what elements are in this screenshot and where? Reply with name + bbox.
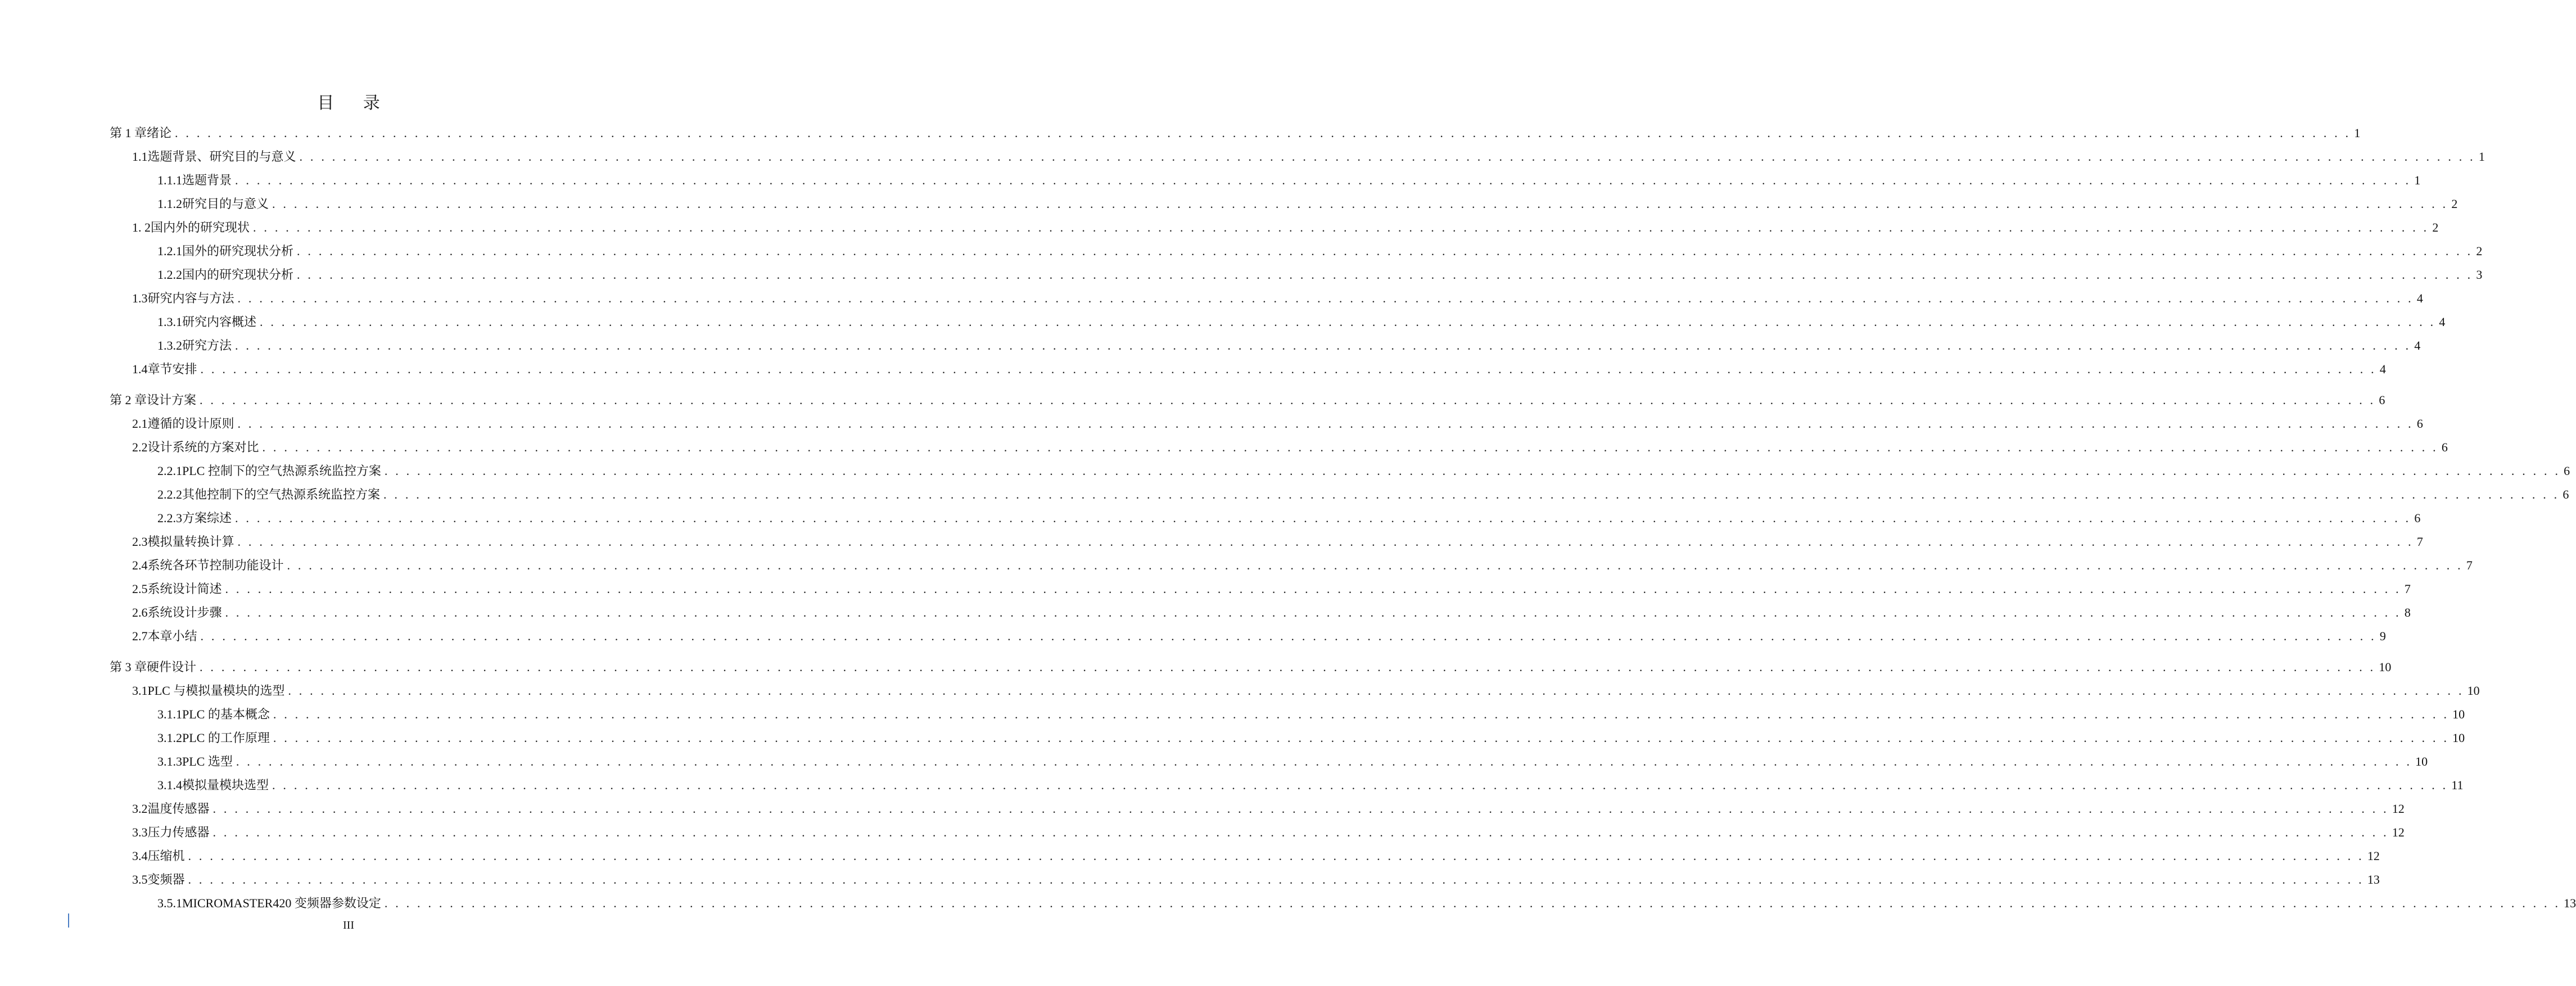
- toc-dot-leader: . . . . . . . . . . . . . . . . . . . . . . . . . . . . . . . . . . . . . . . . . . . . . . . . . . . . . . . . . . . . . . . . . . . . . . . . . . . . . . . . . . . . . . . . . . . . . . . . . . . . . . . . . . . . . . . . . . . . . . . . . . . . . . . . . . . . . . . . . . . . . . . . . . . . . . . . . . . . . . . . . . . . . . . . . . . . . . . . . . . . . . . . . . . . . . . . . . . . . . . .: [299, 150, 2475, 164]
- toc-entry[interactable]: [110, 868, 2380, 892]
- toc-entry[interactable]: [110, 726, 2465, 750]
- toc-entry[interactable]: [110, 459, 2570, 483]
- toc-entry-page: 1: [2354, 126, 2361, 140]
- toc-entry-page: 7: [2404, 582, 2411, 596]
- toc-entry-number: 3.4: [132, 849, 148, 863]
- toc-entry-page: 10: [2415, 754, 2428, 768]
- toc-entry[interactable]: [110, 334, 2421, 358]
- toc-entry[interactable]: [110, 412, 2423, 436]
- toc-entry-title: PLC 控制下的空气热源系统监控方案: [182, 464, 381, 478]
- toc-entry-page: 6: [2564, 464, 2570, 478]
- toc-entry-page: 6: [2563, 487, 2569, 501]
- toc-entry-number: 3.5.1: [157, 896, 182, 910]
- toc-dot-leader: . . . . . . . . . . . . . . . . . . . . . . . . . . . . . . . . . . . . . . . . . . . . . . . . . . . . . . . . . . . . . . . . . . . . . . . . . . . . . . . . . . . . . . . . . . . . . . . . . . . . . . . . . . . . . . . . . . . . . . . . . . . . . . . . . . . . . . . . . . . . . . . . . . . . . . . . . . . . . . . . . . . . . . . . . . . . . . . . . . . . . . . . . . . . . . . . . . . . . . . .: [200, 393, 2376, 407]
- toc-dot-leader: . . . . . . . . . . . . . . . . . . . . . . . . . . . . . . . . . . . . . . . . . . . . . . . . . . . . . . . . . . . . . . . . . . . . . . . . . . . . . . . . . . . . . . . . . . . . . . . . . . . . . . . . . . . . . . . . . . . . . . . . . . . . . . . . . . . . . . . . . . . . . . . . . . . . . . . . . . . . . . . . . . . . . . . . . . . . . . . . . . . . . . . . . . . . . . . . . . . . . . . .: [384, 896, 2561, 910]
- toc-entry-page: 7: [2466, 558, 2473, 572]
- toc-entry-page: 10: [2452, 707, 2465, 721]
- toc-entry-number: 2.5: [132, 582, 148, 596]
- toc-entry-number: 第 1 章: [110, 126, 147, 140]
- toc-entry-page: 10: [2379, 660, 2392, 674]
- toc-dot-leader: . . . . . . . . . . . . . . . . . . . . . . . . . . . . . . . . . . . . . . . . . . . . . . . . . . . . . . . . . . . . . . . . . . . . . . . . . . . . . . . . . . . . . . . . . . . . . . . . . . . . . . . . . . . . . . . . . . . . . . . . . . . . . . . . . . . . . . . . . . . . . . . . . . . . . . . . . . . . . . . . . . . . . . . . . . . . . . . . . . . . . . . . . . . . . . . . . . . . . . . .: [175, 126, 2351, 140]
- toc-entry-title: 压力传感器: [147, 825, 210, 839]
- toc-entry-number: 2.7: [132, 629, 148, 643]
- toc-dot-leader: . . . . . . . . . . . . . . . . . . . . . . . . . . . . . . . . . . . . . . . . . . . . . . . . . . . . . . . . . . . . . . . . . . . . . . . . . . . . . . . . . . . . . . . . . . . . . . . . . . . . . . . . . . . . . . . . . . . . . . . . . . . . . . . . . . . . . . . . . . . . . . . . . . . . . . . . . . . . . . . . . . . . . . . . . . . . . . . . . . . . . . . . . . . . . . . . . . . . . . . .: [188, 849, 2364, 863]
- toc-entry-title: 研究方法: [182, 338, 232, 352]
- toc-entry-title: 硬件设计: [147, 660, 197, 674]
- toc-entry-number: 2.2.2: [157, 487, 182, 501]
- toc-entry[interactable]: [110, 774, 2464, 797]
- toc-entry[interactable]: [110, 750, 2428, 774]
- toc-entry-title: 研究内容概述: [182, 315, 257, 329]
- toc-entry-number: 1.3: [132, 291, 148, 305]
- toc-entry-number: 1.1.1: [157, 173, 182, 187]
- toc-entry[interactable]: [110, 169, 2421, 192]
- toc-entry-title: MICROMASTER420 变频器参数设定: [182, 896, 381, 910]
- toc-entry-title: 压缩机: [147, 849, 185, 863]
- toc-entry-number: 2.2: [132, 440, 148, 454]
- toc-entry-page: 8: [2404, 605, 2411, 619]
- toc-entry-page: 12: [2392, 802, 2405, 816]
- toc-entry-page: 1: [2414, 173, 2421, 187]
- toc-entry-number: 3.1.3: [157, 754, 182, 768]
- toc-entry-number: 2.3: [132, 535, 148, 549]
- toc-dot-leader: . . . . . . . . . . . . . . . . . . . . . . . . . . . . . . . . . . . . . . . . . . . . . . . . . . . . . . . . . . . . . . . . . . . . . . . . . . . . . . . . . . . . . . . . . . . . . . . . . . . . . . . . . . . . . . . . . . . . . . . . . . . . . . . . . . . . . . . . . . . . . . . . . . . . . . . . . . . . . . . . . . . . . . . . . . . . . . . . . . . . . . . . . . . . . . . . . . . . . . . .: [236, 754, 2412, 768]
- toc-entry-title: 国内外的研究现状: [151, 220, 250, 234]
- toc-entry-title: 遵循的设计原则: [147, 417, 234, 431]
- toc-dot-leader: . . . . . . . . . . . . . . . . . . . . . . . . . . . . . . . . . . . . . . . . . . . . . . . . . . . . . . . . . . . . . . . . . . . . . . . . . . . . . . . . . . . . . . . . . . . . . . . . . . . . . . . . . . . . . . . . . . . . . . . . . . . . . . . . . . . . . . . . . . . . . . . . . . . . . . . . . . . . . . . . . . . . . . . . . . . . . . . . . . . . . . . . . . . . . . . . . . . . . . . .: [200, 629, 2376, 643]
- toc-entry-title: 设计方案: [147, 393, 197, 407]
- toc-entry-number: 3.5: [132, 872, 148, 887]
- toc-dot-leader: . . . . . . . . . . . . . . . . . . . . . . . . . . . . . . . . . . . . . . . . . . . . . . . . . . . . . . . . . . . . . . . . . . . . . . . . . . . . . . . . . . . . . . . . . . . . . . . . . . . . . . . . . . . . . . . . . . . . . . . . . . . . . . . . . . . . . . . . . . . . . . . . . . . . . . . . . . . . . . . . . . . . . . . . . . . . . . . . . . . . . . . . . . . . . . . . . . . . . . . .: [235, 338, 2411, 352]
- toc-entry-number: 3.3: [132, 825, 148, 839]
- toc-entry[interactable]: [110, 506, 2421, 530]
- toc-entry-number: 3.1.4: [157, 778, 182, 792]
- toc-dot-leader: . . . . . . . . . . . . . . . . . . . . . . . . . . . . . . . . . . . . . . . . . . . . . . . . . . . . . . . . . . . . . . . . . . . . . . . . . . . . . . . . . . . . . . . . . . . . . . . . . . . . . . . . . . . . . . . . . . . . . . . . . . . . . . . . . . . . . . . . . . . . . . . . . . . . . . . . . . . . . . . . . . . . . . . . . . . . . . . . . . . . . . . . . . . . . . . . . . . . . . . .: [262, 440, 2438, 454]
- toc-entry-page: 10: [2452, 731, 2465, 745]
- toc-entry-page: 6: [2441, 440, 2448, 454]
- toc-entry-title: 研究目的与意义: [182, 197, 269, 211]
- toc-entry-title: 国外的研究现状分析: [182, 244, 294, 258]
- toc-entry-page: 4: [2416, 291, 2423, 305]
- toc-entry-page: 6: [2416, 417, 2423, 431]
- toc-entry-number: 1.4: [132, 362, 148, 376]
- toc-entry-number: 2.2.3: [157, 511, 182, 525]
- toc-chapter-entry[interactable]: [110, 655, 2392, 679]
- toc-entry-number: 2.2.1: [157, 464, 182, 478]
- toc-entry[interactable]: [110, 436, 2448, 459]
- toc-entry-page: 10: [2467, 684, 2480, 698]
- toc-entry[interactable]: [110, 679, 2480, 703]
- toc-entry[interactable]: [110, 483, 2569, 506]
- toc-entry-number: 3.2: [132, 802, 148, 816]
- toc-dot-leader: . . . . . . . . . . . . . . . . . . . . . . . . . . . . . . . . . . . . . . . . . . . . . . . . . . . . . . . . . . . . . . . . . . . . . . . . . . . . . . . . . . . . . . . . . . . . . . . . . . . . . . . . . . . . . . . . . . . . . . . . . . . . . . . . . . . . . . . . . . . . . . . . . . . . . . . . . . . . . . . . . . . . . . . . . . . . . . . . . . . . . . . . . . . . . . . . . . . . . . . .: [273, 731, 2450, 745]
- toc-entry[interactable]: [110, 287, 2423, 310]
- toc-entry-number: 3.1: [132, 684, 148, 698]
- toc-entry-page: 3: [2476, 268, 2483, 282]
- toc-entry[interactable]: [110, 844, 2380, 868]
- toc-entry-title: 系统各环节控制功能设计: [147, 558, 284, 572]
- toc-entry-title: 模拟量转换计算: [147, 535, 234, 549]
- toc-entry[interactable]: [110, 263, 2483, 287]
- toc-entry-title: 选题背景: [182, 173, 232, 187]
- toc-entry[interactable]: [110, 703, 2465, 726]
- toc-chapter-entry[interactable]: [110, 121, 2361, 145]
- toc-dot-leader: . . . . . . . . . . . . . . . . . . . . . . . . . . . . . . . . . . . . . . . . . . . . . . . . . . . . . . . . . . . . . . . . . . . . . . . . . . . . . . . . . . . . . . . . . . . . . . . . . . . . . . . . . . . . . . . . . . . . . . . . . . . . . . . . . . . . . . . . . . . . . . . . . . . . . . . . . . . . . . . . . . . . . . . . . . . . . . . . . . . . . . . . . . . . . . . . . . . . . . . .: [225, 605, 2401, 619]
- toc-entry-page: 2: [2451, 197, 2458, 211]
- toc-dot-leader: . . . . . . . . . . . . . . . . . . . . . . . . . . . . . . . . . . . . . . . . . . . . . . . . . . . . . . . . . . . . . . . . . . . . . . . . . . . . . . . . . . . . . . . . . . . . . . . . . . . . . . . . . . . . . . . . . . . . . . . . . . . . . . . . . . . . . . . . . . . . . . . . . . . . . . . . . . . . . . . . . . . . . . . . . . . . . . . . . . . . . . . . . . . . . . . . . . . . . . . .: [272, 197, 2448, 211]
- toc-entry[interactable]: [110, 892, 2576, 915]
- toc-title: 目 录: [317, 94, 392, 112]
- toc-dot-leader: . . . . . . . . . . . . . . . . . . . . . . . . . . . . . . . . . . . . . . . . . . . . . . . . . . . . . . . . . . . . . . . . . . . . . . . . . . . . . . . . . . . . . . . . . . . . . . . . . . . . . . . . . . . . . . . . . . . . . . . . . . . . . . . . . . . . . . . . . . . . . . . . . . . . . . . . . . . . . . . . . . . . . . . . . . . . . . . . . . . . . . . . . . . . . . . . . . . . . . . .: [188, 872, 2364, 887]
- toc-entry-page: 4: [2414, 338, 2421, 352]
- toc-entry-title: 系统设计步骤: [147, 605, 222, 619]
- toc-dot-leader: . . . . . . . . . . . . . . . . . . . . . . . . . . . . . . . . . . . . . . . . . . . . . . . . . . . . . . . . . . . . . . . . . . . . . . . . . . . . . . . . . . . . . . . . . . . . . . . . . . . . . . . . . . . . . . . . . . . . . . . . . . . . . . . . . . . . . . . . . . . . . . . . . . . . . . . . . . . . . . . . . . . . . . . . . . . . . . . . . . . . . . . . . . . . . . . . . . . . . . . .: [384, 464, 2561, 478]
- toc-entry[interactable]: [110, 310, 2446, 334]
- toc-entry-page: 2: [2432, 220, 2439, 234]
- toc-entry-title: 章节安排: [147, 362, 197, 376]
- toc-entry-title: PLC 与模拟量模块的选型: [147, 684, 285, 698]
- toc-entry-number: 1.2.2: [157, 268, 182, 282]
- toc-dot-leader: . . . . . . . . . . . . . . . . . . . . . . . . . . . . . . . . . . . . . . . . . . . . . . . . . . . . . . . . . . . . . . . . . . . . . . . . . . . . . . . . . . . . . . . . . . . . . . . . . . . . . . . . . . . . . . . . . . . . . . . . . . . . . . . . . . . . . . . . . . . . . . . . . . . . . . . . . . . . . . . . . . . . . . . . . . . . . . . . . . . . . . . . . . . . . . . . . . . . . . . .: [297, 244, 2473, 258]
- toc-entry-page: 13: [2564, 896, 2576, 910]
- toc-entry-title: 研究内容与方法: [147, 291, 234, 305]
- toc-entry-number: 1.1: [132, 150, 148, 164]
- toc-entry-title: 国内的研究现状分析: [182, 268, 294, 282]
- toc-dot-leader: . . . . . . . . . . . . . . . . . . . . . . . . . . . . . . . . . . . . . . . . . . . . . . . . . . . . . . . . . . . . . . . . . . . . . . . . . . . . . . . . . . . . . . . . . . . . . . . . . . . . . . . . . . . . . . . . . . . . . . . . . . . . . . . . . . . . . . . . . . . . . . . . . . . . . . . . . . . . . . . . . . . . . . . . . . . . . . . . . . . . . . . . . . . . . . . . . . . . . . . .: [237, 535, 2414, 549]
- toc-entry-number: 1.3.1: [157, 315, 182, 329]
- toc-dot-leader: . . . . . . . . . . . . . . . . . . . . . . . . . . . . . . . . . . . . . . . . . . . . . . . . . . . . . . . . . . . . . . . . . . . . . . . . . . . . . . . . . . . . . . . . . . . . . . . . . . . . . . . . . . . . . . . . . . . . . . . . . . . . . . . . . . . . . . . . . . . . . . . . . . . . . . . . . . . . . . . . . . . . . . . . . . . . . . . . . . . . . . . . . . . . . . . . . . . . . . . .: [260, 315, 2436, 329]
- toc-dot-leader: . . . . . . . . . . . . . . . . . . . . . . . . . . . . . . . . . . . . . . . . . . . . . . . . . . . . . . . . . . . . . . . . . . . . . . . . . . . . . . . . . . . . . . . . . . . . . . . . . . . . . . . . . . . . . . . . . . . . . . . . . . . . . . . . . . . . . . . . . . . . . . . . . . . . . . . . . . . . . . . . . . . . . . . . . . . . . . . . . . . . . . . . . . . . . . . . . . . . . . . .: [297, 268, 2473, 282]
- toc-entry-number: 第 2 章: [110, 393, 147, 407]
- page-number: III: [343, 919, 354, 931]
- toc-dot-leader: . . . . . . . . . . . . . . . . . . . . . . . . . . . . . . . . . . . . . . . . . . . . . . . . . . . . . . . . . . . . . . . . . . . . . . . . . . . . . . . . . . . . . . . . . . . . . . . . . . . . . . . . . . . . . . . . . . . . . . . . . . . . . . . . . . . . . . . . . . . . . . . . . . . . . . . . . . . . . . . . . . . . . . . . . . . . . . . . . . . . . . . . . . . . . . . . . . . . . . . .: [287, 558, 2463, 572]
- toc-entry-title: 绪论: [147, 126, 172, 140]
- toc-entry-number: 2.4: [132, 558, 148, 572]
- toc-entry-title: 设计系统的方案对比: [147, 440, 259, 454]
- toc-entry-number: 2.6: [132, 605, 148, 619]
- toc-dot-leader: . . . . . . . . . . . . . . . . . . . . . . . . . . . . . . . . . . . . . . . . . . . . . . . . . . . . . . . . . . . . . . . . . . . . . . . . . . . . . . . . . . . . . . . . . . . . . . . . . . . . . . . . . . . . . . . . . . . . . . . . . . . . . . . . . . . . . . . . . . . . . . . . . . . . . . . . . . . . . . . . . . . . . . . . . . . . . . . . . . . . . . . . . . . . . . . . . . . . . . . .: [273, 707, 2450, 721]
- toc-dot-leader: . . . . . . . . . . . . . . . . . . . . . . . . . . . . . . . . . . . . . . . . . . . . . . . . . . . . . . . . . . . . . . . . . . . . . . . . . . . . . . . . . . . . . . . . . . . . . . . . . . . . . . . . . . . . . . . . . . . . . . . . . . . . . . . . . . . . . . . . . . . . . . . . . . . . . . . . . . . . . . . . . . . . . . . . . . . . . . . . . . . . . . . . . . . . . . . . . . . . . . . .: [383, 487, 2560, 501]
- toc-entry[interactable]: [110, 216, 2439, 239]
- toc-entry[interactable]: [110, 601, 2411, 625]
- toc-entry-title: PLC 选型: [182, 754, 233, 768]
- toc-entry-page: 6: [2414, 511, 2421, 525]
- toc-entry-page: 2: [2476, 244, 2483, 258]
- toc-entry-page: 12: [2392, 825, 2405, 839]
- toc-entry-title: 选题背景、研究目的与意义: [147, 150, 296, 164]
- toc-entry[interactable]: [110, 192, 2458, 216]
- toc-entry[interactable]: [110, 821, 2405, 844]
- toc-entry-title: 模拟量模块选型: [182, 778, 269, 792]
- toc-dot-leader: . . . . . . . . . . . . . . . . . . . . . . . . . . . . . . . . . . . . . . . . . . . . . . . . . . . . . . . . . . . . . . . . . . . . . . . . . . . . . . . . . . . . . . . . . . . . . . . . . . . . . . . . . . . . . . . . . . . . . . . . . . . . . . . . . . . . . . . . . . . . . . . . . . . . . . . . . . . . . . . . . . . . . . . . . . . . . . . . . . . . . . . . . . . . . . . . . . . . . . . .: [237, 291, 2414, 305]
- toc-entry-title: 温度传感器: [147, 802, 210, 816]
- toc-entry-page: 6: [2379, 393, 2385, 407]
- toc-entry-page: 11: [2451, 778, 2464, 792]
- toc-entry-page: 13: [2367, 872, 2380, 887]
- toc-dot-leader: . . . . . . . . . . . . . . . . . . . . . . . . . . . . . . . . . . . . . . . . . . . . . . . . . . . . . . . . . . . . . . . . . . . . . . . . . . . . . . . . . . . . . . . . . . . . . . . . . . . . . . . . . . . . . . . . . . . . . . . . . . . . . . . . . . . . . . . . . . . . . . . . . . . . . . . . . . . . . . . . . . . . . . . . . . . . . . . . . . . . . . . . . . . . . . . . . . . . . . . .: [200, 362, 2376, 376]
- toc-entry-title: PLC 的基本概念: [182, 707, 270, 721]
- toc-entry-title: PLC 的工作原理: [182, 731, 270, 745]
- toc-chapter-entry[interactable]: [110, 388, 2385, 412]
- toc-entry-page: 7: [2416, 535, 2423, 549]
- toc-entry[interactable]: [110, 358, 2386, 381]
- toc-entry-number: 2.1: [132, 417, 148, 431]
- toc-dot-leader: . . . . . . . . . . . . . . . . . . . . . . . . . . . . . . . . . . . . . . . . . . . . . . . . . . . . . . . . . . . . . . . . . . . . . . . . . . . . . . . . . . . . . . . . . . . . . . . . . . . . . . . . . . . . . . . . . . . . . . . . . . . . . . . . . . . . . . . . . . . . . . . . . . . . . . . . . . . . . . . . . . . . . . . . . . . . . . . . . . . . . . . . . . . . . . . . . . . . . . . .: [213, 802, 2389, 816]
- toc-dot-leader: . . . . . . . . . . . . . . . . . . . . . . . . . . . . . . . . . . . . . . . . . . . . . . . . . . . . . . . . . . . . . . . . . . . . . . . . . . . . . . . . . . . . . . . . . . . . . . . . . . . . . . . . . . . . . . . . . . . . . . . . . . . . . . . . . . . . . . . . . . . . . . . . . . . . . . . . . . . . . . . . . . . . . . . . . . . . . . . . . . . . . . . . . . . . . . . . . . . . . . . .: [200, 660, 2376, 674]
- toc-entry[interactable]: [110, 554, 2473, 577]
- toc-entry-page: 9: [2379, 629, 2386, 643]
- toc-dot-leader: . . . . . . . . . . . . . . . . . . . . . . . . . . . . . . . . . . . . . . . . . . . . . . . . . . . . . . . . . . . . . . . . . . . . . . . . . . . . . . . . . . . . . . . . . . . . . . . . . . . . . . . . . . . . . . . . . . . . . . . . . . . . . . . . . . . . . . . . . . . . . . . . . . . . . . . . . . . . . . . . . . . . . . . . . . . . . . . . . . . . . . . . . . . . . . . . . . . . . . . .: [235, 511, 2411, 525]
- toc-entry-page: 4: [2439, 315, 2446, 329]
- toc-entry-page: 4: [2379, 362, 2386, 376]
- toc-dot-leader: . . . . . . . . . . . . . . . . . . . . . . . . . . . . . . . . . . . . . . . . . . . . . . . . . . . . . . . . . . . . . . . . . . . . . . . . . . . . . . . . . . . . . . . . . . . . . . . . . . . . . . . . . . . . . . . . . . . . . . . . . . . . . . . . . . . . . . . . . . . . . . . . . . . . . . . . . . . . . . . . . . . . . . . . . . . . . . . . . . . . . . . . . . . . . . . . . . . . . . . .: [272, 778, 2448, 792]
- toc-entry[interactable]: [110, 530, 2423, 554]
- toc-entry[interactable]: [110, 145, 2485, 169]
- toc-entry-number: 3.1.1: [157, 707, 182, 721]
- toc-entry-number: 第 3 章: [110, 660, 147, 674]
- toc-dot-leader: . . . . . . . . . . . . . . . . . . . . . . . . . . . . . . . . . . . . . . . . . . . . . . . . . . . . . . . . . . . . . . . . . . . . . . . . . . . . . . . . . . . . . . . . . . . . . . . . . . . . . . . . . . . . . . . . . . . . . . . . . . . . . . . . . . . . . . . . . . . . . . . . . . . . . . . . . . . . . . . . . . . . . . . . . . . . . . . . . . . . . . . . . . . . . . . . . . . . . . . .: [235, 173, 2411, 187]
- toc-entry-title: 变频器: [147, 872, 185, 887]
- toc-entry-number: 1. 2: [132, 220, 151, 234]
- toc-dot-leader: . . . . . . . . . . . . . . . . . . . . . . . . . . . . . . . . . . . . . . . . . . . . . . . . . . . . . . . . . . . . . . . . . . . . . . . . . . . . . . . . . . . . . . . . . . . . . . . . . . . . . . . . . . . . . . . . . . . . . . . . . . . . . . . . . . . . . . . . . . . . . . . . . . . . . . . . . . . . . . . . . . . . . . . . . . . . . . . . . . . . . . . . . . . . . . . . . . . . . . . .: [213, 825, 2389, 839]
- toc-entry[interactable]: [110, 577, 2411, 601]
- toc-entry[interactable]: [110, 239, 2483, 263]
- toc-entry-title: 本章小结: [147, 629, 197, 643]
- toc-entry-number: 3.1.2: [157, 731, 182, 745]
- toc-dot-leader: . . . . . . . . . . . . . . . . . . . . . . . . . . . . . . . . . . . . . . . . . . . . . . . . . . . . . . . . . . . . . . . . . . . . . . . . . . . . . . . . . . . . . . . . . . . . . . . . . . . . . . . . . . . . . . . . . . . . . . . . . . . . . . . . . . . . . . . . . . . . . . . . . . . . . . . . . . . . . . . . . . . . . . . . . . . . . . . . . . . . . . . . . . . . . . . . . . . . . . . .: [237, 417, 2414, 431]
- toc-entry[interactable]: [110, 797, 2405, 821]
- toc-entry-title: 方案综述: [182, 511, 232, 525]
- toc-entry-title: 其他控制下的空气热源系统监控方案: [182, 487, 381, 501]
- table-of-contents: [110, 121, 2576, 915]
- toc-entry-number: 1.1.2: [157, 197, 182, 211]
- toc-entry-number: 1.2.1: [157, 244, 182, 258]
- toc-entry-page: 1: [2478, 150, 2485, 164]
- toc-dot-leader: . . . . . . . . . . . . . . . . . . . . . . . . . . . . . . . . . . . . . . . . . . . . . . . . . . . . . . . . . . . . . . . . . . . . . . . . . . . . . . . . . . . . . . . . . . . . . . . . . . . . . . . . . . . . . . . . . . . . . . . . . . . . . . . . . . . . . . . . . . . . . . . . . . . . . . . . . . . . . . . . . . . . . . . . . . . . . . . . . . . . . . . . . . . . . . . . . . . . . . . .: [288, 684, 2464, 698]
- toc-entry[interactable]: [110, 625, 2386, 648]
- toc-entry-number: 1.3.2: [157, 338, 182, 352]
- toc-dot-leader: . . . . . . . . . . . . . . . . . . . . . . . . . . . . . . . . . . . . . . . . . . . . . . . . . . . . . . . . . . . . . . . . . . . . . . . . . . . . . . . . . . . . . . . . . . . . . . . . . . . . . . . . . . . . . . . . . . . . . . . . . . . . . . . . . . . . . . . . . . . . . . . . . . . . . . . . . . . . . . . . . . . . . . . . . . . . . . . . . . . . . . . . . . . . . . . . . . . . . . . .: [225, 582, 2401, 596]
- toc-entry-title: 系统设计简述: [147, 582, 222, 596]
- toc-entry-page: 12: [2367, 849, 2380, 863]
- toc-dot-leader: . . . . . . . . . . . . . . . . . . . . . . . . . . . . . . . . . . . . . . . . . . . . . . . . . . . . . . . . . . . . . . . . . . . . . . . . . . . . . . . . . . . . . . . . . . . . . . . . . . . . . . . . . . . . . . . . . . . . . . . . . . . . . . . . . . . . . . . . . . . . . . . . . . . . . . . . . . . . . . . . . . . . . . . . . . . . . . . . . . . . . . . . . . . . . . . . . . . . . . . .: [253, 220, 2429, 234]
